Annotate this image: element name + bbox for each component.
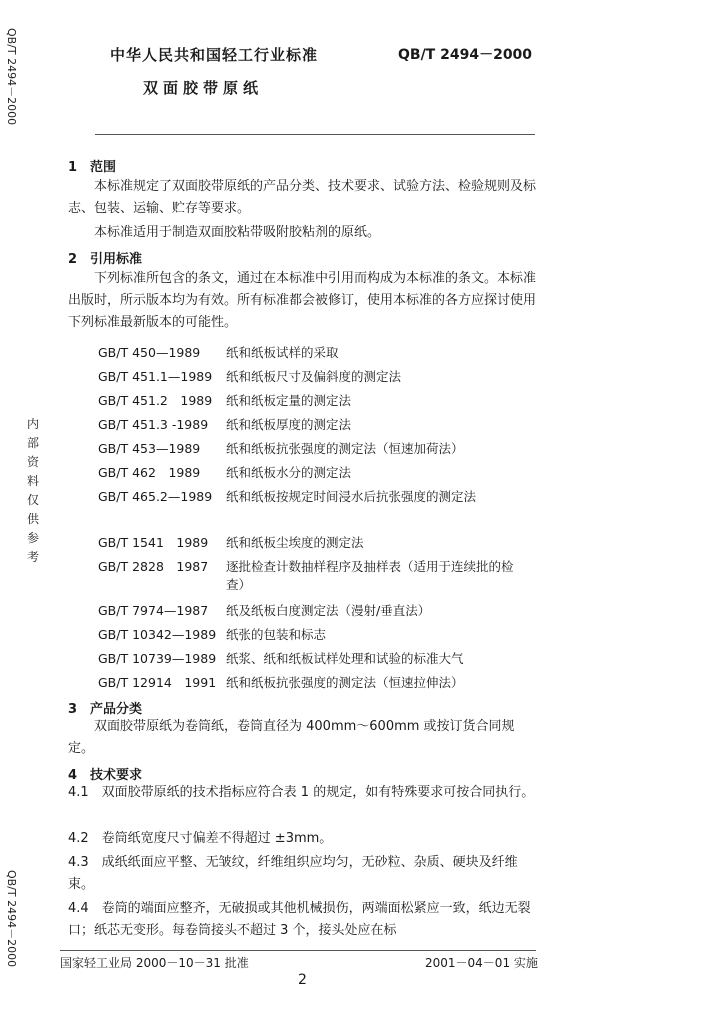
ref-code: GB/T 1541 1989 (98, 535, 209, 550)
ref-code: GB/T 453—1989 (98, 441, 201, 456)
ref-name: 纸和纸板尺寸及偏斜度的测定法 (226, 369, 402, 384)
side-char: 内 (26, 417, 39, 431)
reference-item (98, 416, 531, 434)
reference-item (98, 488, 531, 506)
reference-item (98, 368, 531, 386)
ref-name: 纸张的包装和标志 (226, 627, 327, 642)
implementation-date: 2001－04－01 实施 (425, 956, 538, 970)
section-4-title: 4 技术要求 (68, 768, 143, 783)
ref-name: 逐批检查计数抽样程序及抽样表（适用于连续批的检查） (226, 559, 514, 592)
section-2-para-1 (68, 268, 536, 334)
section-1-para-2 (68, 222, 536, 244)
reference-item (98, 626, 531, 644)
side-code-bottom: QB/T 2494－2000 (5, 870, 18, 968)
ref-code: GB/T 465.2—1989 (98, 489, 213, 504)
ref-code: GB/T 2828 1987 (98, 559, 209, 574)
footer-divider (60, 950, 536, 951)
ref-code: GB/T 7974—1987 (98, 603, 209, 618)
clause-4-2: 4.2 卷筒纸宽度尺寸偏差不得超过 ±3mm。 (68, 831, 333, 846)
side-char: 考 (26, 550, 39, 564)
side-char: 仅 (26, 493, 39, 507)
page-title: 双面胶带原纸 (143, 79, 264, 97)
reference-item (98, 464, 531, 482)
clause-4-3: 4.3 成纸纸面应平整、无皱纹，纤维组织应均匀，无砂粒、杂质、硬块及纤维束。 (68, 855, 518, 892)
ref-name: 纸及纸板白度测定法（漫射/垂直法） (226, 603, 431, 618)
side-char: 参 (26, 531, 39, 545)
ref-name: 纸和纸板抗张强度的测定法（恒速拉伸法） (226, 675, 464, 690)
para-text: 本标准规定了双面胶带原纸的产品分类、技术要求、试验方法、检验规则及标志、包装、运输、贮存等要求。 (68, 179, 537, 216)
standard-code: QB/T 2494－2000 (398, 47, 533, 63)
ref-code: GB/T 451.3 -1989 (98, 417, 209, 432)
clause-4-4: 4.4 卷筒的端面应整齐，无破损或其他机械损伤，两端面松紧应一致，纸边无裂口；纸芯无变形。每卷筒接头不超过 3 个，接头处应在标 (68, 901, 531, 938)
section-1-para-1 (68, 176, 536, 220)
ref-code: GB/T 12914 1991 (98, 675, 217, 690)
reference-item (98, 558, 531, 594)
header-divider (95, 134, 535, 135)
side-char: 资 (26, 455, 39, 469)
approval-date: 国家轻工业局 2000－10－31 批准 (60, 956, 249, 970)
reference-item (98, 440, 531, 458)
ref-code: GB/T 10739—1989 (98, 651, 217, 666)
ref-name: 纸浆、纸和纸板试样处理和试验的标准大气 (226, 651, 464, 666)
section-3-para-1 (68, 716, 536, 760)
standard-org: 中华人民共和国轻工行业标准 (110, 46, 319, 64)
ref-name: 纸和纸板水分的测定法 (226, 465, 352, 480)
ref-name: 纸和纸板定量的测定法 (226, 393, 352, 408)
side-char: 部 (26, 436, 39, 450)
ref-code: GB/T 451.2 1989 (98, 393, 213, 408)
ref-code: GB/T 462 1989 (98, 465, 201, 480)
side-char: 料 (26, 474, 39, 488)
page-number: 2 (298, 972, 307, 988)
reference-item (98, 344, 531, 362)
ref-name: 纸和纸板抗张强度的测定法（恒速加荷法） (226, 441, 464, 456)
para-text: 本标准适用于制造双面胶粘带吸附胶粘剂的原纸。 (94, 225, 381, 240)
reference-item (98, 602, 531, 620)
reference-item (98, 650, 531, 668)
section-2-title: 2 引用标准 (68, 252, 143, 267)
reference-item (98, 674, 531, 692)
section-3-title: 3 产品分类 (68, 702, 143, 717)
side-char: 供 (26, 512, 39, 526)
side-code-top: QB/T 2494－2000 (5, 28, 18, 126)
ref-code: GB/T 10342—1989 (98, 627, 217, 642)
reference-item (98, 534, 531, 552)
ref-name: 纸和纸板按规定时间浸水后抗张强度的测定法 (226, 489, 477, 504)
clause-4-1: 4.1 双面胶带原纸的技术指标应符合表 1 的规定，如有特殊要求可按合同执行。 (68, 785, 535, 800)
reference-item (98, 392, 531, 410)
ref-name: 纸和纸板试样的采取 (226, 345, 339, 360)
section-1-title: 1 范围 (68, 160, 117, 175)
ref-code: GB/T 451.1—1989 (98, 369, 213, 384)
para-text: 下列标准所包含的条文，通过在本标准中引用而构成为本标准的条文。本标准出版时，所示版本均为有效。所有标准都会被修订，使用本标准的各方应探讨使用下列标准最新版本的可能性。 (68, 271, 537, 330)
ref-name: 纸和纸板尘埃度的测定法 (226, 535, 364, 550)
ref-name: 纸和纸板厚度的测定法 (226, 417, 352, 432)
internal-use-mark (26, 418, 40, 563)
para-text: 双面胶带原纸为卷筒纸，卷筒直径为 400mm～600mm 或按订货合同规定。 (68, 719, 515, 756)
ref-code: GB/T 450—1989 (98, 345, 201, 360)
